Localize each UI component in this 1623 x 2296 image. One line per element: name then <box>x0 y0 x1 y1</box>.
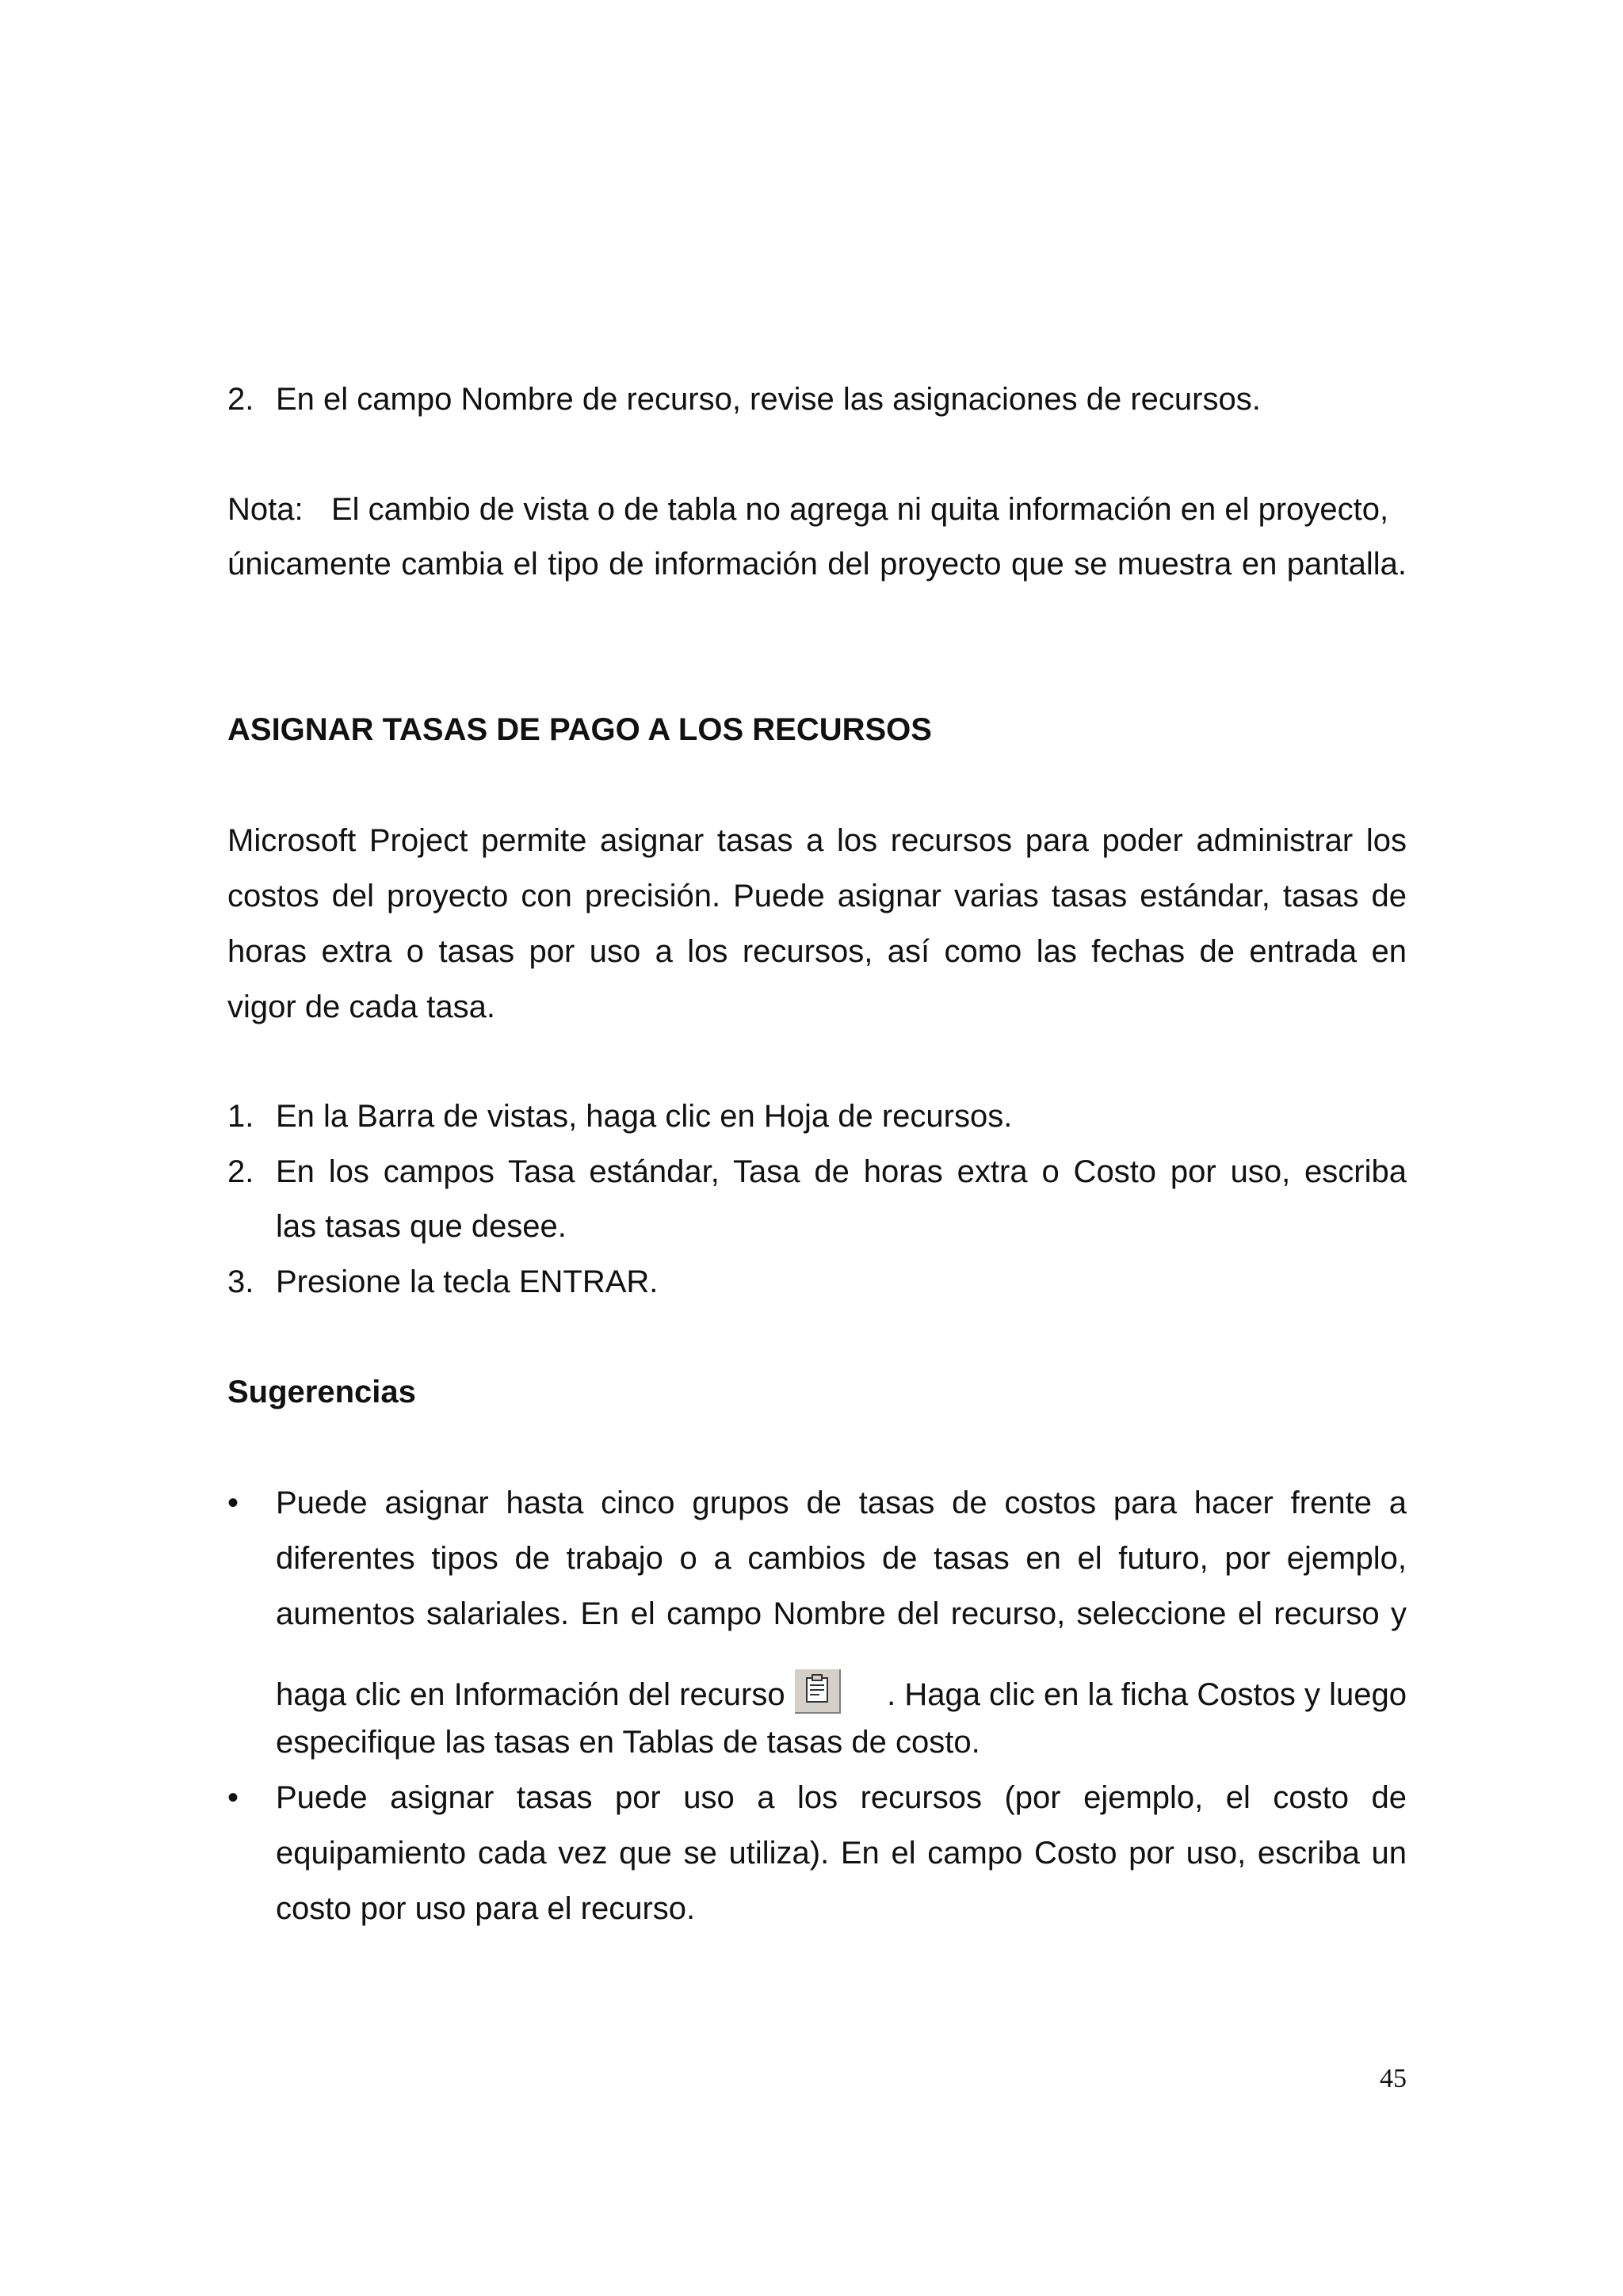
suggestions-heading: Sugerencias <box>227 1375 416 1409</box>
suggestion-line: costo por uso para el recurso. <box>276 1891 696 1926</box>
suggestion-line: Puede asignar tasas por uso a los recursos (por ejemplo, el costo de <box>276 1780 1407 1815</box>
note-label: Nota: <box>227 492 304 527</box>
step-text: Presione la tecla ENTRAR. <box>276 1264 659 1299</box>
suggestion-line-left <box>276 1668 846 1714</box>
suggestion-text: haga clic en Información del recurso <box>276 1677 785 1712</box>
step-number: 3. <box>227 1264 254 1299</box>
note-text-1: El cambio de vista o de tabla no agrega ni quita información en el proyecto, <box>331 492 1389 527</box>
step-text: En la Barra de vistas, haga clic en Hoja de recursos. <box>276 1099 1013 1134</box>
step-number: 2. <box>227 382 254 417</box>
paragraph-line: Microsoft Project permite asignar tasas a los recursos para poder administrar los <box>227 823 1407 858</box>
resource-information-icon[interactable] <box>793 1668 841 1714</box>
bullet: • <box>227 1486 239 1520</box>
paragraph-line: horas extra o tasas por uso a los recursos, así como las fechas de entrada en <box>227 934 1407 969</box>
step-text: En los campos Tasa estándar, Tasa de horas extra o Costo por uso, escriba <box>276 1154 1407 1189</box>
step-number: 2. <box>227 1154 254 1189</box>
suggestion-line: diferentes tipos de trabajo o a cambios de tasas en el futuro, por ejemplo, <box>276 1541 1407 1576</box>
page-number: 45 <box>1380 2064 1407 2093</box>
bullet: • <box>227 1780 239 1815</box>
suggestion-line: Puede asignar hasta cinco grupos de tasas de costos para hacer frente a <box>276 1486 1407 1520</box>
document-page <box>227 0 1407 2296</box>
suggestion-line: equipamiento cada vez que se utiliza). En el campo Costo por uso, escriba un <box>276 1836 1407 1871</box>
note-line-1 <box>227 490 1388 528</box>
step-number: 1. <box>227 1099 254 1134</box>
step-text: las tasas que desee. <box>276 1209 567 1244</box>
suggestion-line: aumentos salariales. En el campo Nombre del recurso, seleccione el recurso y <box>276 1596 1407 1631</box>
suggestion-text: . Haga clic en la ficha Costos y luego <box>887 1677 1407 1712</box>
note-line-2: únicamente cambia el tipo de información del proyecto que se muestra en pantalla. <box>227 547 1407 582</box>
step-text: En el campo Nombre de recurso, revise las asignaciones de recursos. <box>276 382 1261 417</box>
suggestion-line-with-icon <box>276 1668 1407 1714</box>
section-heading: ASIGNAR TASAS DE PAGO A LOS RECURSOS <box>227 712 932 747</box>
paragraph-line: vigor de cada tasa. <box>227 990 495 1024</box>
paragraph-line: costos del proyecto con precisión. Puede asignar varias tasas estándar, tasas de <box>227 879 1407 913</box>
suggestion-line: especifique las tasas en Tablas de tasas de costo. <box>276 1725 980 1760</box>
